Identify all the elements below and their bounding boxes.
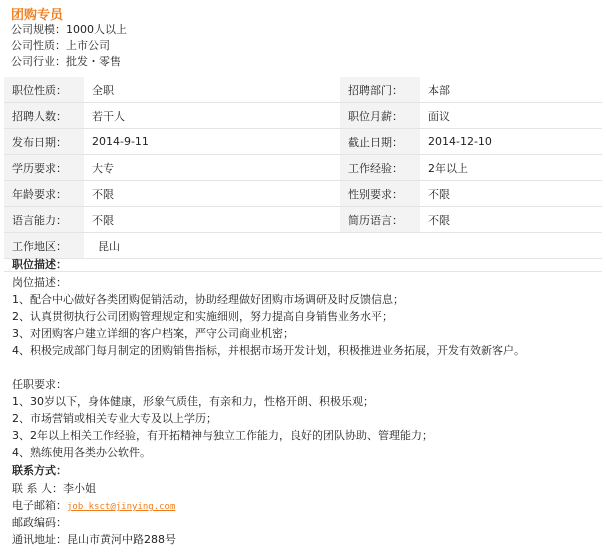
table-row [4,155,602,181]
email-link[interactable]: job_ksct@jinying.com [67,502,176,512]
requirement-item: 2、市场营销或相关专业大专及以上学历； [12,412,217,425]
location-label: 工作地区： [4,233,84,259]
contact-zip [12,514,67,531]
info-value: 不限 [420,207,602,233]
table-row [4,233,602,259]
info-label: 截止日期： [340,129,420,155]
contact-address-label: 通讯地址： [12,533,67,546]
contact-zip-label: 邮政编码： [12,516,67,529]
company-scale [11,22,127,38]
requirements-title: 任职要求： [12,378,67,391]
info-label: 职位月薪： [340,103,420,129]
contact-person [12,480,96,497]
info-value: 若干人 [84,103,340,129]
company-nature [11,38,110,54]
info-value: 2014-9-11 [84,129,340,155]
location-value: 昆山 [84,233,602,259]
info-label: 性别要求： [340,181,420,207]
table-row [4,181,602,207]
job-description-heading: 职位描述： [12,258,67,271]
company-industry-label: 公司行业： [11,55,66,68]
info-label: 职位性质： [4,77,84,103]
company-industry [11,54,121,70]
contact-person-label: 联 系 人： [12,482,63,495]
company-scale-value: 1000人以上 [66,23,127,36]
duty-item: 2、认真贯彻执行公司团购管理规定和实施细则，努力提高自身销售业务水平； [12,310,393,323]
info-label: 学历要求： [4,155,84,181]
duties-title: 岗位描述： [12,276,67,289]
contact-address [12,531,176,548]
table-row [4,77,602,103]
duty-item: 3、对团购客户建立详细的客户档案，严守公司商业机密； [12,327,294,340]
table-row [4,103,602,129]
info-label: 工作经验： [340,155,420,181]
info-value: 不限 [84,207,340,233]
info-label: 招聘部门： [340,77,420,103]
info-value: 本部 [420,77,602,103]
info-value: 2年以上 [420,155,602,181]
info-label: 简历语言： [340,207,420,233]
info-value: 不限 [420,181,602,207]
info-value: 全职 [84,77,340,103]
requirement-item: 3、2年以上相关工作经验，有开拓精神与独立工作能力，良好的团队协助、管理能力； [12,429,433,442]
info-label: 年龄要求： [4,181,84,207]
duty-item: 4、积极完成部门每月制定的团购销售指标，并根据市场开发计划，积极推进业务拓展，开发有效新客户。 [12,344,525,357]
info-value: 面议 [420,103,602,129]
requirement-item: 1、30岁以下，身体健康，形象气质佳，有亲和力，性格开朗、积极乐观； [12,395,374,408]
table-row [4,129,602,155]
info-label: 语言能力： [4,207,84,233]
contact-heading: 联系方式： [12,464,67,477]
company-industry-value: 批发・零售 [66,55,121,68]
duty-item: 1、配合中心做好各类团购促销活动，协助经理做好团购市场调研及时反馈信息； [12,293,404,306]
contact-address-value: 昆山市黄河中路288号 [67,533,176,546]
divider [4,271,602,272]
info-value: 大专 [84,155,340,181]
info-value: 2014-12-10 [420,129,602,155]
contact-email-label: 电子邮箱： [12,499,67,512]
info-label: 发布日期： [4,129,84,155]
company-scale-label: 公司规模： [11,23,66,36]
info-value: 不限 [84,181,340,207]
job-info-table [4,77,602,259]
company-nature-value: 上市公司 [66,39,110,52]
info-label: 招聘人数： [4,103,84,129]
requirement-item: 4、熟练使用各类办公软件。 [12,446,151,459]
job-title: 团购专员 [11,8,64,23]
contact-person-value: 李小姐 [63,482,96,495]
company-nature-label: 公司性质： [11,39,66,52]
table-row [4,207,602,233]
